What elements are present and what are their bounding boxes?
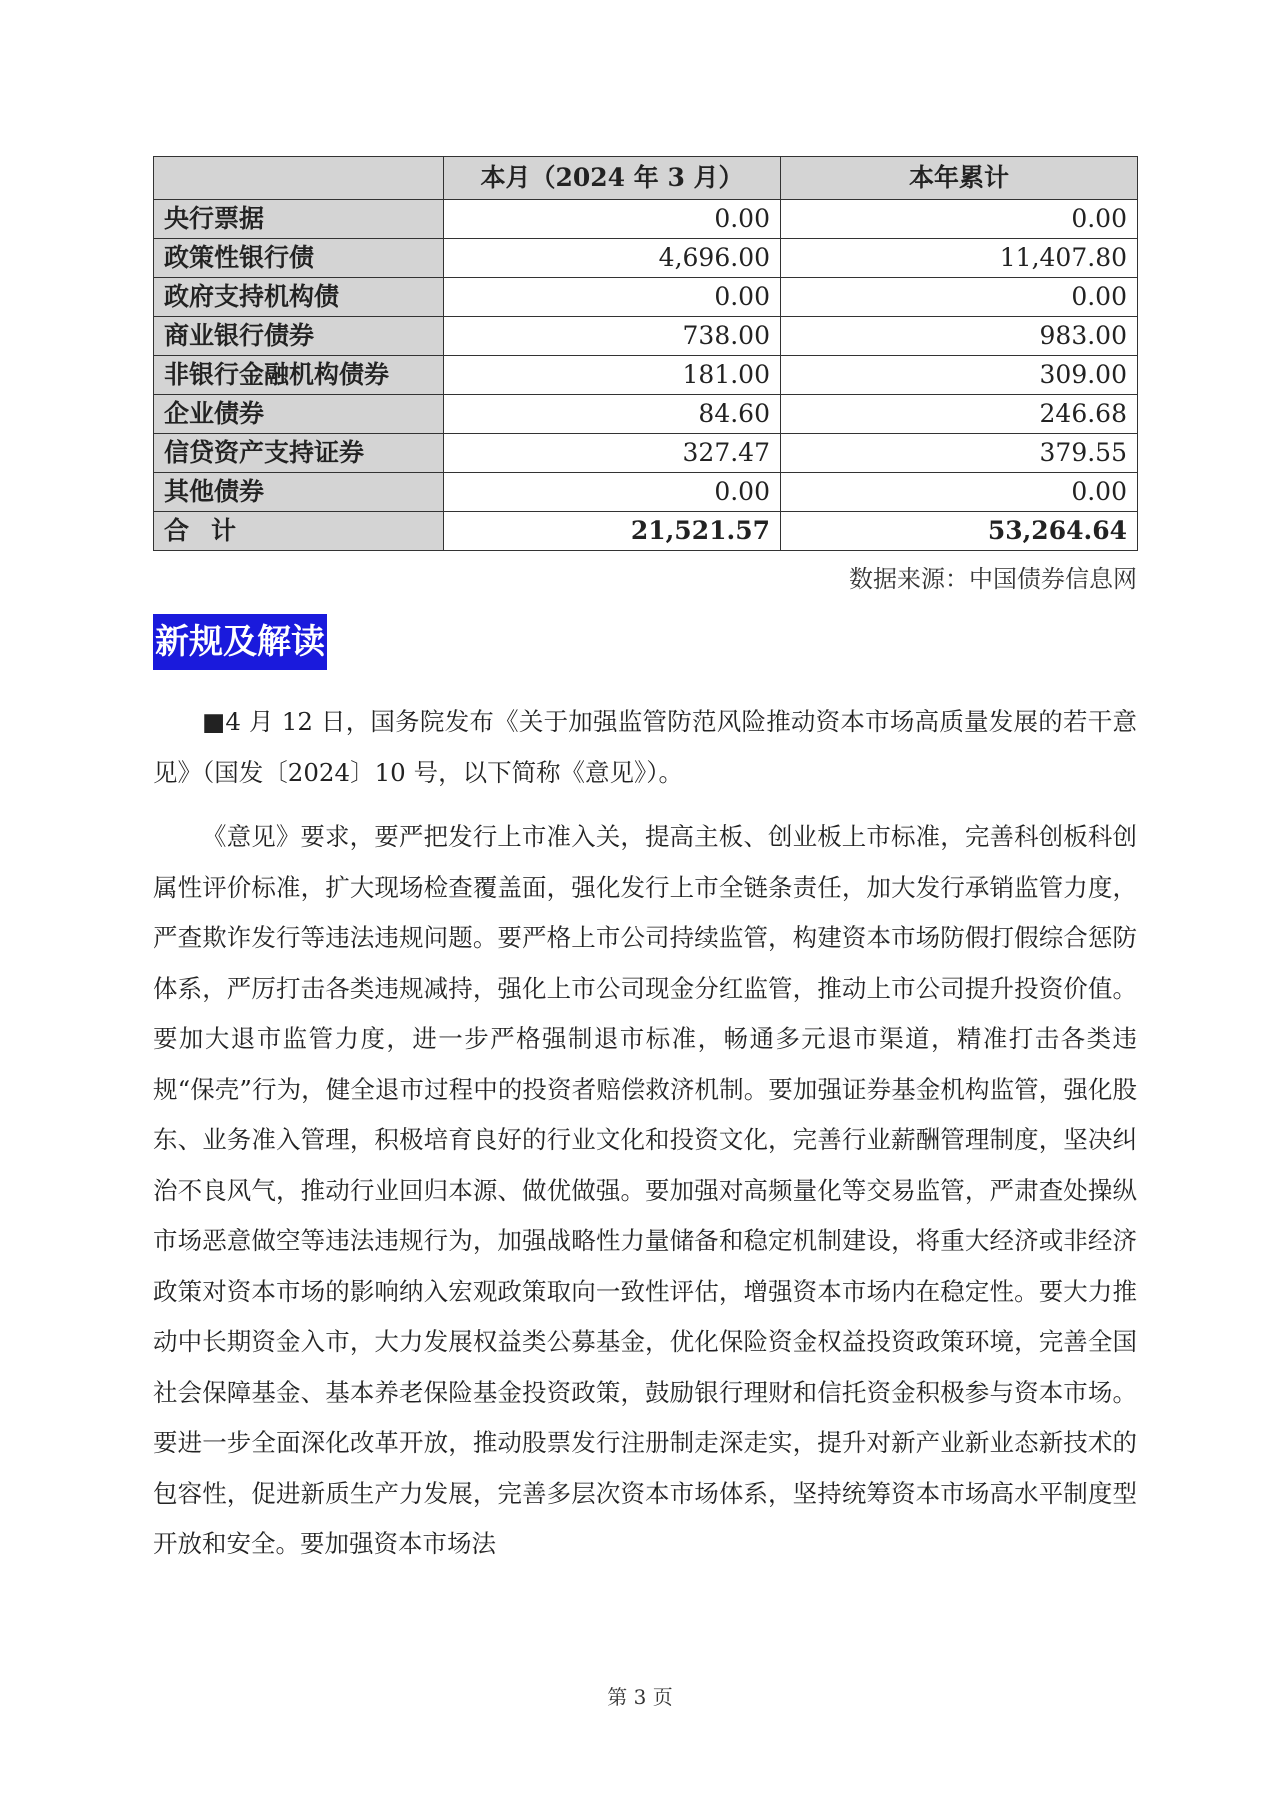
- row-month-value: 0.00: [444, 278, 781, 317]
- table-row: [154, 317, 1138, 356]
- table-header-month: 本月（2024 年 3 月）: [444, 157, 781, 200]
- row-ytd-value: 983.00: [781, 317, 1138, 356]
- table-row: [154, 356, 1138, 395]
- row-label: 政策性银行债: [154, 239, 444, 278]
- table-row: [154, 434, 1138, 473]
- table-row: [154, 395, 1138, 434]
- table-row: [154, 239, 1138, 278]
- section-title: 新规及解读: [153, 614, 327, 670]
- row-month-value: 0.00: [444, 200, 781, 239]
- row-ytd-value: 0.00: [781, 278, 1138, 317]
- paragraph: ■4 月 12 日，国务院发布《关于加强监管防范风险推动资本市场高质量发展的若干意见》（国发〔2024〕10 号，以下简称《意见》）。: [153, 707, 1137, 787]
- table-row: [154, 200, 1138, 239]
- row-ytd-value: 0.00: [781, 473, 1138, 512]
- page-number: 第 3 页: [607, 1685, 673, 1709]
- row-month-value: 327.47: [444, 434, 781, 473]
- bond-issuance-table: [153, 156, 1138, 551]
- paragraph: 《意见》要求，要严把发行上市准入关，提高主板、创业板上市标准，完善科创板科创属性评价标准，扩大现场检查覆盖面，强化发行上市全链条责任，加大发行承销监管力度，严查欺诈发行等违法违规问题。要严格上市公司持续监管，构建资本市场防假打假综合惩防体系，严厉打击各类违规减持，强化上市公司现金分红监管，推动上市公司提升投资价值。要加大退市监管力度，进一步严格强制退市标准，畅通多元退市渠道，精准打击各类违规“保壳”行为，健全退市过程中的投资者赔偿救济机制。要加强证券基金机构监管，强化股东、业务准入管理，积极培育良好的行业文化和投资文化，完善行业薪酬管理制度，坚决纠治不良风气，推动行业回归本源、做优做强。要加强对高频量化等交易监管，严肃查处操纵市场恶意做空等违法违规行为，加强战略性力量储备和稳定机制建设，将重大经济或非经济政策对资本市场的影响纳入宏观政策取向一致性评估，增强资本市场内在稳定性。要大力推动中长期资金入市，大力发展权益类公募基金，优化保险资金权益投资政策环境，完善全国社会保障基金、基本养老保险基金投资政策，鼓励银行理财和信托资金积极参与资本市场。要进一步全面深化改革开放，推动股票发行注册制走深走实，提升对新产业新业态新技术的包容性，促进新质生产力发展，完善多层次资本市场体系，坚持统筹资本市场高水平制度型开放和安全。要加强资本市场法: [153, 822, 1137, 1558]
- row-label: 信贷资产支持证券: [154, 434, 444, 473]
- row-month-value: 181.00: [444, 356, 781, 395]
- row-month-value: 84.60: [444, 395, 781, 434]
- table-row: [154, 473, 1138, 512]
- row-ytd-value: 11,407.80: [781, 239, 1138, 278]
- row-month-value: 0.00: [444, 473, 781, 512]
- row-label: 央行票据: [154, 200, 444, 239]
- row-label: 政府支持机构债: [154, 278, 444, 317]
- row-ytd-value: 246.68: [781, 395, 1138, 434]
- total-label: 合计: [154, 512, 444, 551]
- row-month-value: 4,696.00: [444, 239, 781, 278]
- table-total-row: [154, 512, 1138, 551]
- table-header-ytd: 本年累计: [781, 157, 1138, 200]
- table-header-row: [154, 157, 1138, 200]
- row-label: 非银行金融机构债券: [154, 356, 444, 395]
- row-ytd-value: 0.00: [781, 200, 1138, 239]
- row-ytd-value: 309.00: [781, 356, 1138, 395]
- row-label: 商业银行债券: [154, 317, 444, 356]
- table-header-blank: [154, 157, 444, 200]
- row-label: 其他债券: [154, 473, 444, 512]
- total-ytd-value: 53,264.64: [781, 512, 1138, 551]
- data-source-note: 数据来源：中国债券信息网: [849, 565, 1137, 593]
- row-month-value: 738.00: [444, 317, 781, 356]
- table-row: [154, 278, 1138, 317]
- row-label: 企业债券: [154, 395, 444, 434]
- row-ytd-value: 379.55: [781, 434, 1138, 473]
- total-month-value: 21,521.57: [444, 512, 781, 551]
